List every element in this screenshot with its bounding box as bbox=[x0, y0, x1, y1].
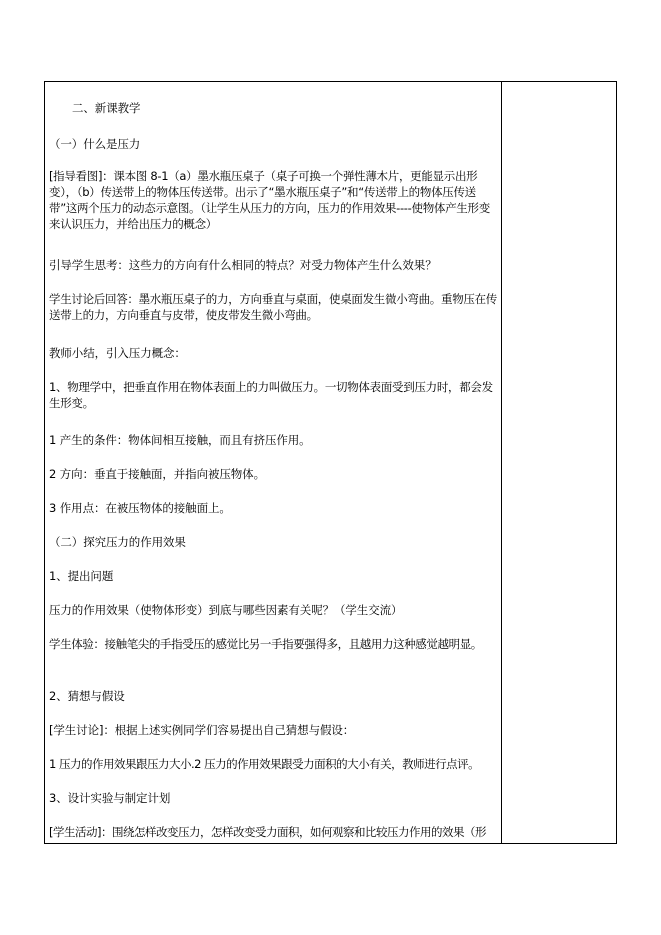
answer-paragraph: 学生讨论后回答：墨水瓶压桌子的力，方向垂直与桌面，使桌面发生微小弯曲。重物压在传送带上的力，方向垂直与皮带，使皮带发生微小弯曲。 bbox=[49, 292, 497, 322]
column-divider bbox=[501, 82, 502, 843]
summary-paragraph: 教师小结，引入压力概念： bbox=[49, 346, 186, 360]
subsection-title: （一）什么是压力 bbox=[49, 137, 141, 151]
point-2: 1 产生的条件：物体间相互接触，而且有挤压作用。 bbox=[49, 433, 311, 447]
activity-paragraph: [学生活动]：围绕怎样改变压力，怎样改变受力面积，如何观察和比较压力作用的效果（形 bbox=[49, 825, 486, 839]
point-4: 3 作用点：在被压物体的接触面上。 bbox=[49, 501, 231, 515]
subsection-title-2: （二）探究压力的作用效果 bbox=[49, 535, 186, 549]
section-heading: 二、新课教学 bbox=[72, 101, 141, 115]
point-1: 1、物理学中，把垂直作用在物体表面上的力叫做压力。一切物体表面受到压力时，都会发生形变。 bbox=[49, 380, 493, 410]
lesson-table bbox=[44, 81, 617, 844]
step-1: 1、提出问题 bbox=[49, 569, 114, 583]
guide-paragraph: [指导看图]：课本图 8-1（a）墨水瓶压桌子（桌子可换一个弹性薄木片，更能显示出形变），（b）传送带上的物体压传送带。出示了“墨水瓶压桌子”和“传送带上的物体压传送带”这两个压力的动态示意图。（让学生从压力的方向，压力的作用效果----使物体产生形变来认识压力，并给出压力的概念） bbox=[49, 169, 490, 231]
question-paragraph: 引导学生思考：这些力的方向有什么相同的特点？对受力物体产生什么效果？ bbox=[49, 258, 437, 272]
step-1-question: 压力的作用效果（使物体形变）到底与哪些因素有关呢？（学生交流） bbox=[49, 603, 403, 617]
step-2: 2、猜想与假设 bbox=[49, 689, 125, 703]
discussion-paragraph: [学生讨论]：根据上述实例同学们容易提出自己猜想与假设： bbox=[49, 723, 355, 737]
hypothesis-paragraph: 1 压力的作用效果跟压力大小.2 压力的作用效果跟受力面积的大小有关，教师进行点评。 bbox=[49, 757, 480, 771]
experience-paragraph: 学生体验：接触笔尖的手指受压的感觉比另一手指要强得多，且越用力这种感觉越明显。 bbox=[49, 637, 482, 651]
point-3: 2 方向：垂直于接触面，并指向被压物体。 bbox=[49, 467, 265, 481]
step-3: 3、设计实验与制定计划 bbox=[49, 791, 171, 805]
